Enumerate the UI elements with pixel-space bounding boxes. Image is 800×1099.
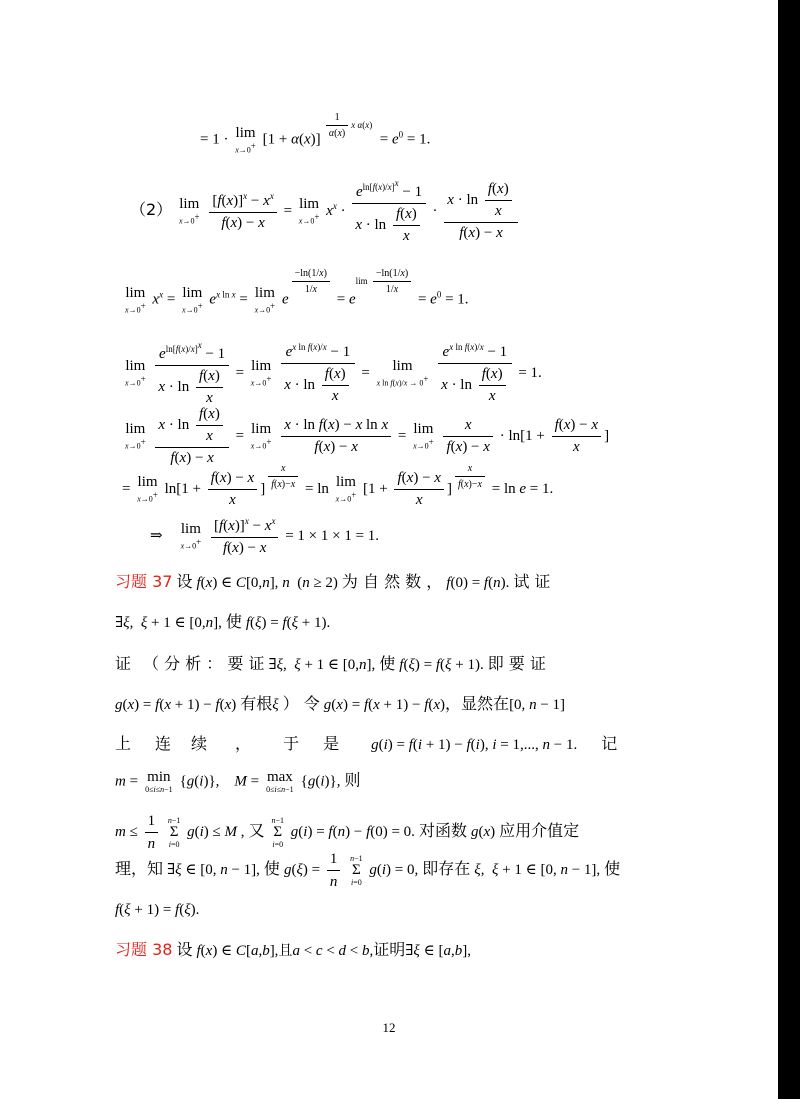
- equation-line-6: = lim x→0+ ln[1 + $\frac{f(x) - x}{x}$ ] $^{\frac{x}{f(x)-x}}$ = ln lim x→0+ [1 + $\frac{f(x) - x}{x}$ ] $^{\frac{x}{f(x)-x}}$ = ln e = 1.: [122, 463, 554, 508]
- exercise-37-label: 习题 37: [115, 572, 173, 591]
- proof-line-7: f(ξ + 1) = f(ξ).: [115, 902, 200, 918]
- proof-line-1: 证 （ 分 析 ： 要 证 ∃ξ, ξ + 1 ∈ [0,n], 使 f(ξ) = f(ξ + 1). 即 要 证: [115, 654, 546, 673]
- equation-line-4: lim x→0+ $e^{ln[f(x)/x]^x} - 1$ x · ln $\frac{f(x)}{x}$ = lim x→0+ $e^{x ln f(x)/x} - 1$ x · ln $\frac{f(x)}{x}$ = lim x ln f(x)/x → 0+ $e^{x ln f(x)/x} - 1$ x · ln $\frac{f(x)}{x}$ = 1.: [125, 340, 542, 406]
- page-number: 12: [382, 1020, 396, 1035]
- exercise-37-line-1: 习题 37 设 f(x) ∈ C[0,n], n (n ≥ 2) 为 自 然 数 ， f(0) = f(n). 试 证: [115, 572, 551, 591]
- page-right-border: [778, 0, 800, 1099]
- equation-line-1: = 1 · lim x→0+ [1 + α(x)] $^{\frac{1}{\alpha(x)} x \alpha(x)} = e^0 = 1$.: [200, 112, 431, 155]
- equation-line-2: （2） lim x→0+ $\frac{[f(x)]^x - x^x}{f(x) - x}$ = lim x→0+ $x^x$ · $e^{ln[f(x)/x]^x} - 1$ x · ln $\frac{f(x)}{x}$ · x · ln $\frac{f(x)}{x}$ f(x) − x: [130, 178, 738, 245]
- proof-line-5: m ≤ $\frac{1}{n}$ n−1 Σ i=0 g(i) ≤ M , 又 n−1 Σ i=0 g(i) = f(n) − f(0) = 0. 对函数 g(x) 应用介值定: [115, 813, 580, 852]
- proof-line-3: 上 连 续 ， 于 是 g(i) = f(i + 1) − f(i), i = 1,..., n − 1. 记: [115, 734, 618, 753]
- equation-line-7: ⇒ lim x→0+ $\frac{[f(x)]^x - x^x}{f(x) - x}$ = 1 × 1 × 1 = 1.: [150, 516, 380, 556]
- proof-line-4: m = min 0≤i≤n−1 {g(i)}, M = max 0≤i≤n−1 {g(i)}, 则: [115, 769, 361, 794]
- part-label: （2）: [130, 199, 173, 219]
- exercise-38-line-1: 习题 38 设 f(x) ∈ C[a,b],且a < c < d < b,证明∃ξ ∈ [a,b],: [115, 940, 471, 959]
- proof-line-2: g(x) = f(x + 1) − f(x) 有根ξ ） 令 g(x) = f(x + 1) − f(x)，显然在[0, n − 1]: [115, 694, 566, 713]
- proof-line-6: 理，知 ∃ξ ∈ [0, n − 1], 使 g(ξ) = $\frac{1}{n}$ n−1 Σ i=0 g(i) = 0, 即存在 ξ, ξ + 1 ∈ [0, n − 1], 使: [115, 851, 621, 890]
- exercise-38-label: 习题 38: [115, 940, 173, 959]
- equation-line-5: lim x→0+ x · ln $\frac{f(x)}{x}$ f(x) − x = lim x→0+ $\frac{\text{x · ln f(x) − x ln x}}{f(x) - x}$ = lim x→0+ $\frac{x}{f(x) - x}$ · ln[1 + $\frac{f(x) - x}{x}$ ]: [125, 406, 610, 466]
- exercise-37-line-2: ∃ξ, ξ + 1 ∈ [0,n], 使 f(ξ) = f(ξ + 1).: [115, 612, 331, 631]
- equation-line-3: lim x→0+ $x^x$ = lim x→0+ $e^{x ln x}$ = lim x→0+ e $^{\frac{-\ln(1/x)}{1/x}}$ = $e^{lim \frac{-\ln(1/x)}{1/x}}$ = $e^0 = 1$.: [125, 268, 469, 315]
- implies-symbol: ⇒: [150, 527, 163, 544]
